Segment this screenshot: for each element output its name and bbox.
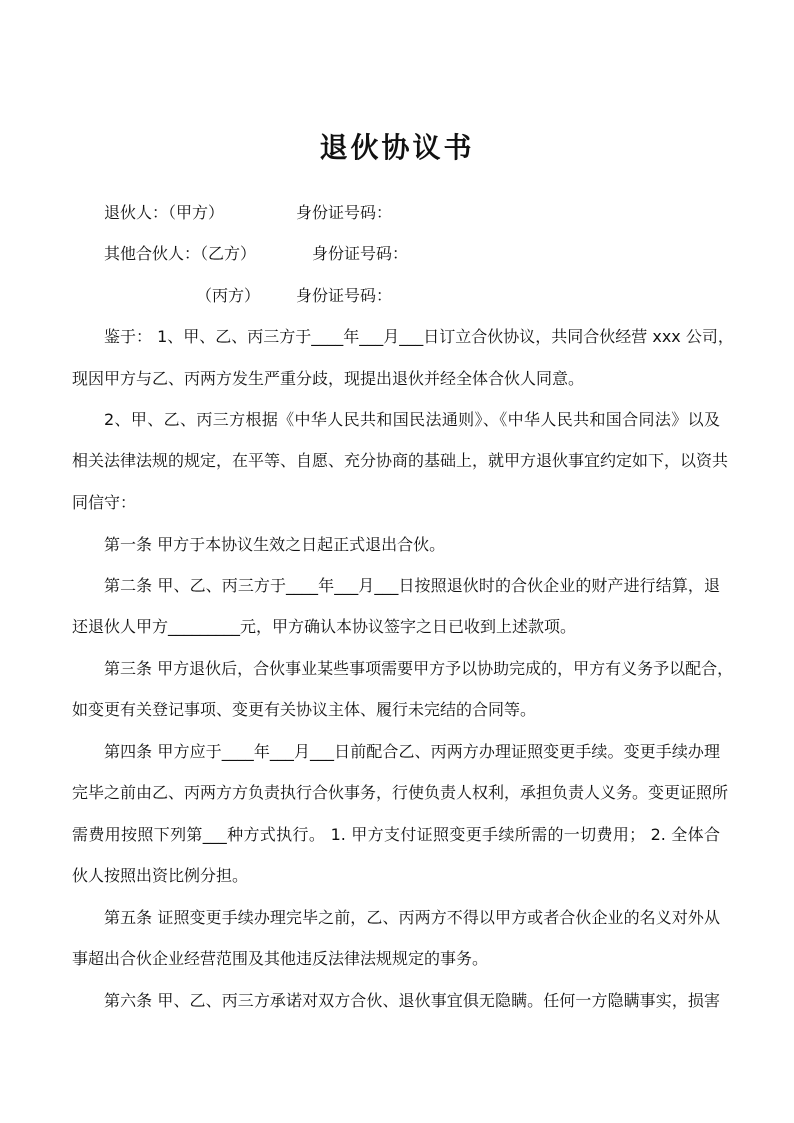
- other-partner-label: 其他合伙人：（乙方）: [104, 244, 257, 263]
- body-line: 2、甲、乙、丙三方根据《中华人民共和国民法通则》、《中华人民共和国合同法》以及: [104, 410, 720, 429]
- body-line: 需费用按照下列第___种方式执行。 1. 甲方支付证照变更手续所需的一切费用； 2. 全体合: [72, 825, 720, 844]
- body-line: 如变更有关登记事项、变更有关协议主体、履行未完结的合同等。: [72, 700, 537, 719]
- body-line: 鉴于： 1、甲、乙、丙三方于____年___月___日订立合伙协议，共同合伙经营 xxx 公司，: [104, 327, 734, 346]
- withdrawing-party-id-label: 身份证号码：: [296, 203, 393, 222]
- third-party-label: （丙方）: [196, 286, 261, 305]
- body-line: 现因甲方与乙、丙两方发生严重分歧，现提出退伙并经全体合伙人同意。: [72, 369, 585, 388]
- body-line: 事超出合伙企业经营范围及其他违反法律法规规定的事务。: [72, 949, 489, 968]
- article-line: 第五条 证照变更手续办理完毕之前，乙、丙两方不得以甲方或者合伙企业的名义对外从: [104, 908, 720, 927]
- withdrawing-party-label: 退伙人：（甲方）: [104, 203, 225, 222]
- body-line: 完毕之前由乙、丙两方方负责执行合伙事务，行使负责人权利，承担负责人义务。变更证照所: [72, 783, 729, 802]
- article-line: 第二条 甲、乙、丙三方于____年___月___日按照退伙时的合伙企业的财产进行结算，退: [104, 576, 720, 595]
- article-line: 第三条 甲方退伙后，合伙事业某些事项需要甲方予以协助完成的，甲方有义务予以配合，: [104, 659, 734, 678]
- other-partner-id-label: 身份证号码：: [312, 244, 409, 263]
- body-line: 伙人按照出资比例分担。: [72, 866, 249, 885]
- third-party-id-label: 身份证号码：: [296, 286, 393, 305]
- body-line: 同信守：: [72, 493, 137, 512]
- body-line: 还退伙人甲方_________元，甲方确认本协议签字之日已收到上述款项。: [72, 617, 577, 636]
- article-line: 第六条 甲、乙、丙三方承诺对双方合伙、退伙事宜俱无隐瞒。任何一方隐瞒事实，损害: [104, 991, 720, 1010]
- article-line: 第四条 甲方应于____年___月___日前配合乙、丙两方办理证照变更手续。变更手续办理: [104, 742, 720, 761]
- article-line: 第一条 甲方于本协议生效之日起正式退出合伙。: [104, 535, 446, 554]
- document-title: 退伙协议书: [319, 131, 475, 164]
- body-line: 相关法律法规的规定，在平等、自愿、充分协商的基础上，就甲方退伙事宜约定如下，以资共: [72, 451, 729, 470]
